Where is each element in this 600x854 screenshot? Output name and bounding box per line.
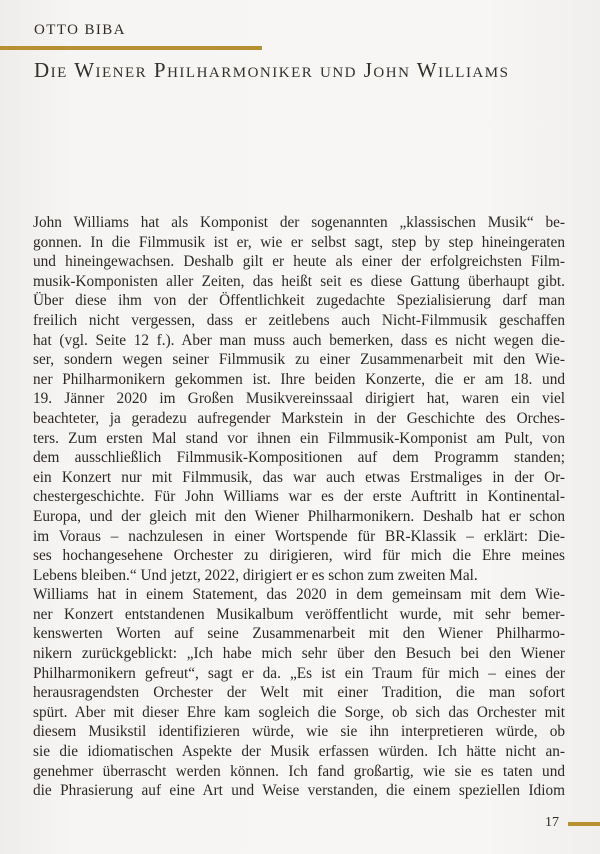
body-line: ner Konzert entstandenen Musikalbum veröffentlicht wurde, mit sehr bemer- [33, 605, 565, 623]
body-line: spürt. Aber mit dieser Ehre kam sogleich die Sorge, ob sich das Orchester mit [33, 703, 565, 721]
body-text [33, 213, 565, 801]
body-line: musik-Komponisten aller Zeiten, das heißt seit es diese Gattung überhaupt gibt. [33, 272, 565, 290]
body-line: Williams hat in einem Statement, das 2020 in dem gemeinsam mit dem Wie- [33, 586, 565, 604]
body-line: hat (vgl. Seite 12 f.). Aber man muss auch bemerken, dass es nicht wegen die- [33, 331, 565, 349]
body-line: Philharmonikern gefreut“, sagt er da. „Es ist ein Traum für mich – eines der [33, 664, 565, 682]
body-line: ein Konzert nur mit Filmmusik, das war auch etwas Erstmaliges in der Or- [33, 468, 565, 486]
body-line: ses hochangesehene Orchester zu dirigieren, wird für mich die Ehre meines [33, 547, 565, 565]
author-name: OTTO BIBA [34, 22, 126, 38]
page-number: 17 [545, 815, 559, 830]
body-line: die Phrasierung auf eine Art und Weise verstanden, die einem speziellen Idiom [33, 782, 565, 800]
body-line: John Williams hat als Komponist der sogenannten „klassischen Musik“ be- [33, 214, 565, 231]
body-line: beachteter, ja geradezu aufregender Markstein in der Geschichte des Orches- [33, 409, 565, 427]
body-line: Über diese ihm von der Öffentlichkeit zugedachte Spezialisierung darf man [33, 292, 565, 310]
header-accent-rule [0, 46, 262, 50]
body-line: freilich nicht vergessen, dass er zeitlebens auch Nicht-Filmmusik geschaffen [33, 311, 565, 329]
article-title: Die Wiener Philharmoniker und John Williams [34, 58, 510, 82]
body-line: gonnen. In die Filmmusik ist er, wie er selbst sagt, step by step hineingeraten [33, 233, 565, 251]
body-line: Europa, und der gleich mit den Wiener Philharmonikern. Deshalb hat er schon [33, 507, 565, 525]
body-line: chestergeschichte. Für John Williams war es der erste Auftritt in Kontinental- [33, 488, 565, 506]
body-line: herausragendsten Orchester der Welt mit einer Tradition, die man sofort [33, 684, 565, 702]
body-line: ser, sondern wegen seiner Filmmusik zu einer Zusammenarbeit mit den Wie- [33, 351, 565, 369]
body-line: ters. Zum ersten Mal stand vor ihnen ein Filmmusik-Komponist am Pult, von [33, 429, 565, 447]
body-line: und hineingewachsen. Deshalb gilt er heute als einer der erfolgreichsten Film- [33, 253, 565, 271]
body-line: diesem Musikstil identifizieren würde, wie sie ihn interpretieren würde, ob [33, 723, 565, 741]
body-line: dem ausschließlich Filmmusik-Kompositionen auf dem Programm standen; [33, 449, 565, 467]
body-line: Lebens bleiben.“ Und jetzt, 2022, dirigiert er es schon zum zweiten Mal. [33, 566, 478, 584]
body-line: 19. Jänner 2020 im Großen Musikvereinssaal dirigiert hat, waren ein viel [33, 390, 565, 408]
body-line: im Voraus – nachzulesen in einer Wortspende für BR-Klassik – erklärt: Die- [33, 527, 565, 545]
body-line: kenswerten Worten auf seine Zusammenarbeit mit den Wiener Philharmo- [33, 625, 565, 643]
body-line: nikern zurückgeblickt: „Ich habe mich sehr über den Besuch bei den Wiener [33, 645, 565, 663]
body-line: ner Philharmonikern gekommen ist. Ihre beiden Konzerte, die er am 18. und [33, 370, 565, 388]
footer-accent-rule [568, 822, 600, 826]
body-line: sie die idiomatischen Aspekte der Musik erfassen würden. Ich hätte nicht an- [33, 743, 565, 761]
body-line: genehmer überrascht werden können. Ich fand großartig, wie sie es taten und [33, 762, 565, 780]
